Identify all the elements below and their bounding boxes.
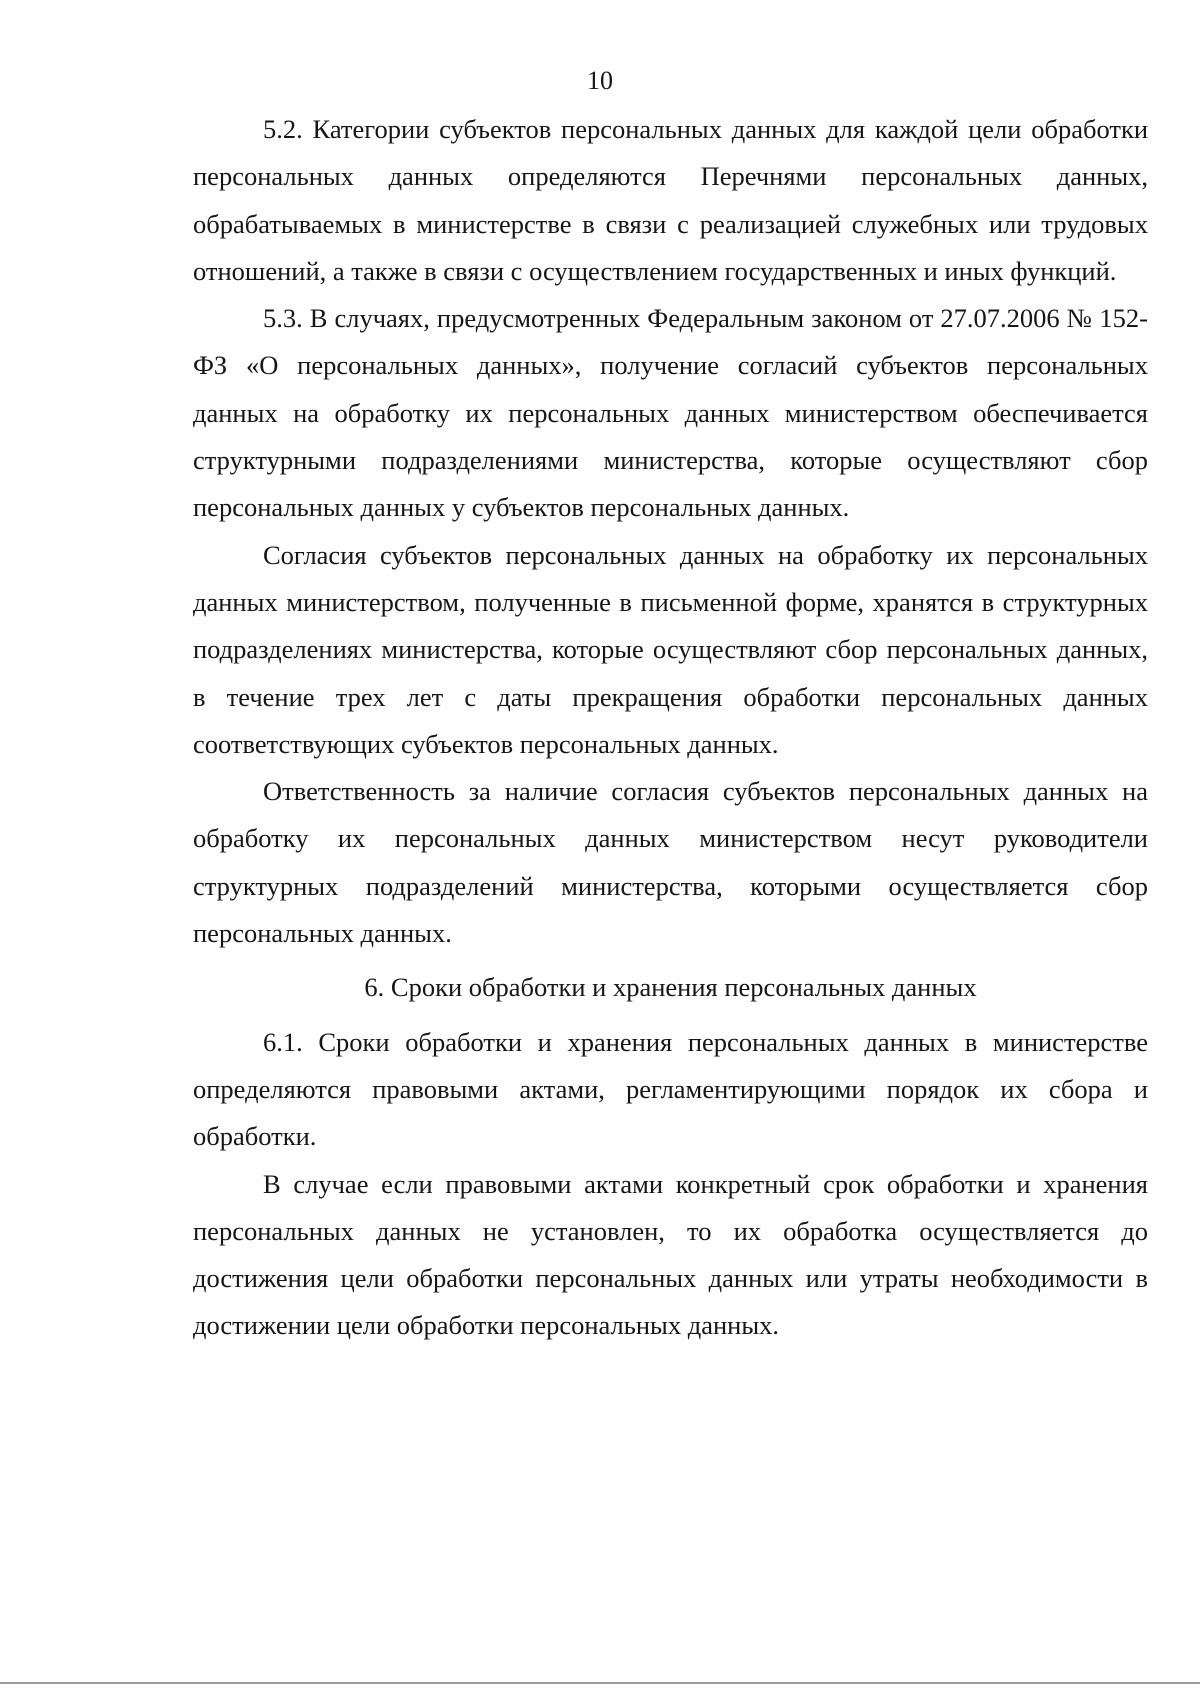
paragraph-5-3: 5.3. В случаях, предусмотренных Федеральным законом от 27.07.2006 № 152-ФЗ «О персональных данных», получение согласий субъектов персональных данных на обработку их персональных данных министерством обеспечивается структурными подразделениями министерства, которые осуществляют сбор персональных данных у субъектов персональных данных. xyxy=(193,303,1148,523)
paragraph-responsibility: Ответственность за наличие согласия субъектов персональных данных на обработку их персональных данных министерством несут руководители структурных подразделений министерства, которыми осуществляется сбор персональных данных. xyxy=(193,776,1148,949)
document-body xyxy=(193,106,1148,1350)
scan-bottom-edge xyxy=(0,1682,1200,1684)
paragraph-consent-storage: Согласия субъектов персональных данных на обработку их персональных данных министерством, полученные в письменной форме, хранятся в структурных подразделениях министерства, которые осуществляют сбор персональных данных, в течение трех лет с даты прекращения обработки персональных данных соответствующих субъектов персональных данных. xyxy=(193,539,1148,759)
paragraph-5-2: 5.2. Категории субъектов персональных данных для каждой цели обработки персональных данных определяются Перечнями персональных данных, обрабатываемых в министерстве в связи с реализацией служебных или трудовых отношений, а также в связи с осуществлением государственных и иных функций. xyxy=(193,114,1148,286)
section-heading: 6. Сроки обработки и хранения персональных данных xyxy=(364,972,977,1003)
paragraph-6-1: 6.1. Сроки обработки и хранения персональных данных в министерстве определяются правовыми актами, регламентирующими порядок их сбора и обработки. xyxy=(193,1026,1148,1152)
paragraph-retention-default: В случае если правовыми актами конкретный срок обработки и хранения персональных данных не установлен, то их обработка осуществляется до достижения цели обработки персональных данных или утраты необходимости в достижении цели обработки персональных данных. xyxy=(193,1168,1148,1341)
page-number: 10 xyxy=(587,66,613,95)
